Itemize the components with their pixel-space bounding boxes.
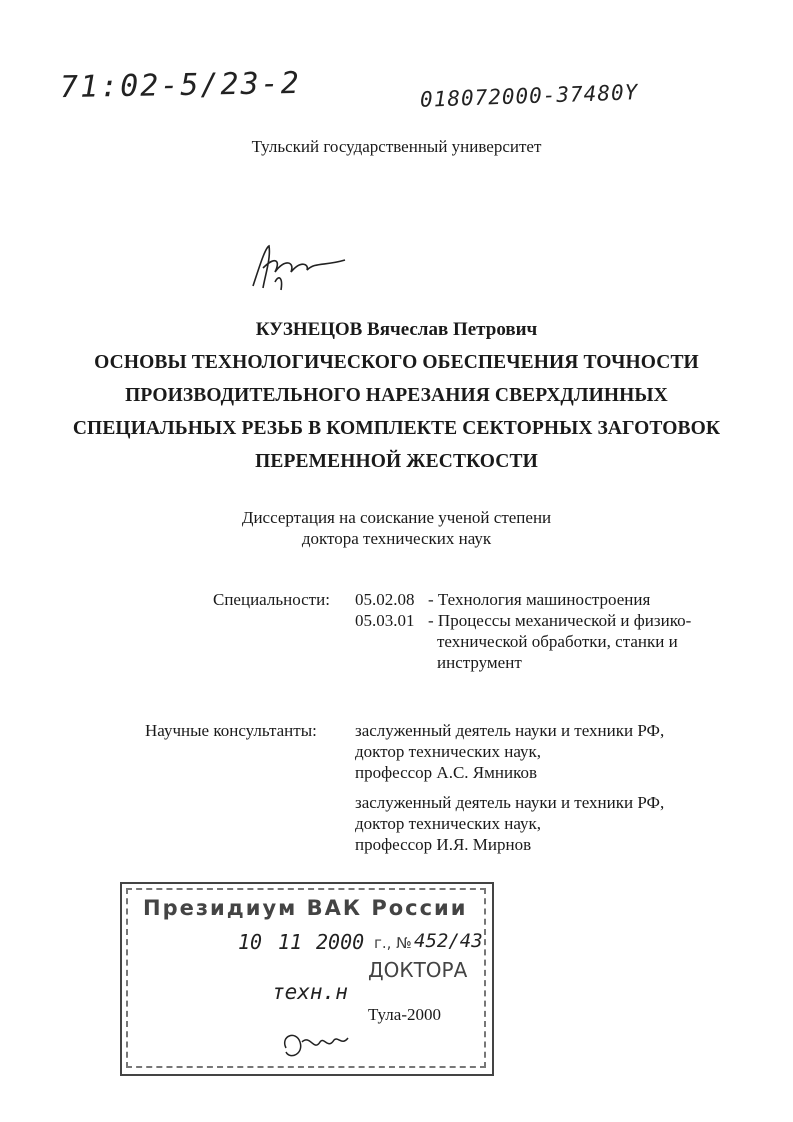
specialty-name: инструмент — [437, 653, 522, 672]
consultant-line: заслуженный деятель науки и техники РФ, — [355, 793, 665, 812]
title-line: ОСНОВЫ ТЕХНОЛОГИЧЕСКОГО ОБЕСПЕЧЕНИЯ ТОЧНОСТИ — [94, 352, 699, 373]
specialties-label: Специальности: — [213, 590, 330, 609]
stamp-date-month: 11 — [278, 930, 303, 954]
title-line: СПЕЦИАЛЬНЫХ РЕЗЬБ В КОМПЛЕКТЕ СЕКТОРНЫХ ЗАГОТОВОК — [72, 418, 721, 439]
consultant-line: заслуженный деятель науки и техники РФ, — [355, 721, 665, 740]
specialty-code: 05.03.01 — [355, 611, 415, 630]
stamp-number: 452/43 — [414, 930, 483, 952]
stamp-signature — [276, 1028, 356, 1064]
consultant-line: доктор технических наук, — [355, 814, 542, 833]
consultants-label: Научные консультанты: — [145, 721, 317, 740]
university-name: Тульский государственный университет — [251, 137, 542, 156]
degree-line-1: Диссертация на соискание ученой степени — [241, 508, 552, 527]
consultant-line: профессор И.Я. Мирнов — [355, 835, 532, 854]
specialty-name: технической обработки, станки и — [437, 632, 678, 651]
archive-code: 71:02-5/23-2 — [59, 65, 302, 106]
specialty-code: 05.02.08 — [355, 590, 415, 609]
specialty-name: - Технология машиностроения — [428, 590, 651, 609]
consultant-line: доктор технических наук, — [355, 742, 542, 761]
stamp-field: техн.н — [272, 980, 348, 1004]
specialty-name: - Процессы механической и физико- — [428, 611, 692, 630]
title-block — [0, 318, 793, 478]
title-line: ПРОИЗВОДИТЕЛЬНОГО НАРЕЗАНИЯ СВЕРХДЛИННЫХ — [125, 385, 668, 406]
title-line: ПЕРЕМЕННОЙ ЖЕСТКОСТИ — [255, 451, 538, 472]
degree-line-2: доктора технических наук — [301, 529, 492, 548]
registration-number: 018072000-37480Y — [419, 80, 639, 112]
stamp-degree-word: ДОКТОРА — [368, 958, 468, 982]
stamp-number-label: г., № — [374, 934, 412, 952]
stamp-date-year: 2000 — [316, 930, 365, 954]
stamp-date-day: 10 — [238, 930, 263, 954]
author-name: КУЗНЕЦОВ Вячеслав Петрович — [255, 319, 538, 340]
city-year: Тула-2000 — [368, 1005, 441, 1024]
stamp-header: Президиум ВАК России — [143, 896, 468, 920]
consultant-line: профессор А.С. Ямников — [355, 763, 538, 782]
signature-mark — [245, 238, 355, 298]
